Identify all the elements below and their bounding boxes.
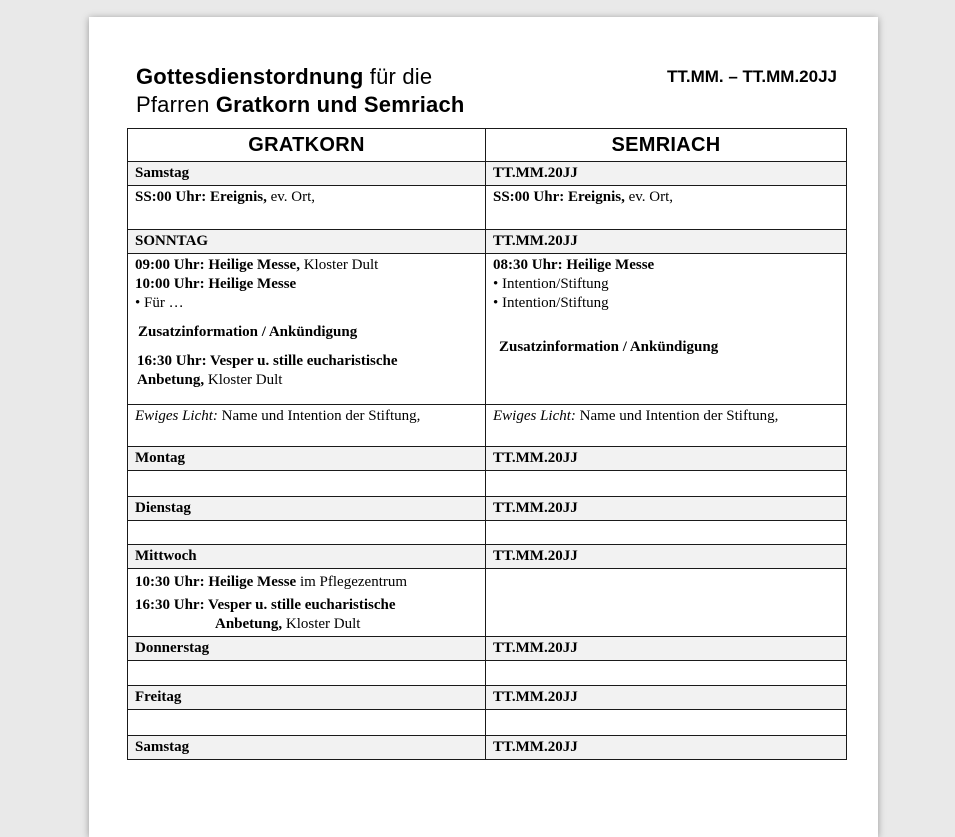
schedule-line <box>135 449 478 468</box>
schedule-line <box>493 338 839 357</box>
schedule-table-body <box>128 162 847 760</box>
table-row-empty <box>128 521 847 545</box>
schedule-line <box>135 352 478 371</box>
schedule-line <box>493 639 839 658</box>
text-segment: 09:00 Uhr: Heilige Messe, <box>135 257 300 273</box>
table-row-content <box>128 254 847 405</box>
schedule-cell <box>128 497 486 521</box>
text-segment: Ewiges Licht: <box>135 408 218 424</box>
table-row-content <box>128 405 847 447</box>
schedule-line <box>135 639 478 658</box>
text-segment: SONNTAG <box>135 233 209 249</box>
schedule-cell <box>486 710 847 736</box>
text-segment: Freitag <box>135 689 182 705</box>
schedule-table <box>127 128 847 760</box>
schedule-line <box>493 449 839 468</box>
table-row-day <box>128 736 847 760</box>
schedule-cell <box>128 686 486 710</box>
text-segment: im Pflegezentrum <box>296 574 408 590</box>
schedule-cell <box>128 661 486 686</box>
schedule-line <box>493 188 839 207</box>
schedule-cell <box>486 405 847 447</box>
schedule-line <box>135 164 478 183</box>
date-range: TT.MM. – TT.MM.20JJ <box>666 67 837 86</box>
schedule-line <box>135 499 478 518</box>
schedule-line <box>135 294 478 313</box>
schedule-cell <box>486 162 847 186</box>
text-segment: ev. Ort, <box>624 189 674 205</box>
text-segment: TT.MM.20JJ <box>493 548 578 564</box>
text-segment: Anbetung, <box>215 616 283 632</box>
schedule-line <box>135 232 478 251</box>
schedule-cell <box>128 471 486 497</box>
text-segment: SS:00 Uhr: Ereignis, <box>135 189 267 205</box>
text-segment: Zusatzinformation / Ankündigung <box>499 339 719 355</box>
text-segment: Dienstag <box>135 500 191 516</box>
text-segment: 16:30 Uhr: Vesper u. stille eucharistische <box>137 353 398 369</box>
table-row-content <box>128 569 847 637</box>
column-header-gratkorn: GRATKORN <box>128 129 486 162</box>
schedule-line <box>135 547 478 566</box>
schedule-cell <box>128 162 486 186</box>
document-header <box>136 63 837 119</box>
schedule-line <box>135 188 478 207</box>
schedule-line <box>135 323 478 342</box>
schedule-line <box>135 275 478 294</box>
table-row-day <box>128 686 847 710</box>
text-segment: • Intention/Stiftung <box>493 295 609 311</box>
schedule-line <box>135 738 478 757</box>
schedule-line <box>493 547 839 566</box>
table-row-day <box>128 230 847 254</box>
schedule-line <box>493 256 839 275</box>
text-segment: Montag <box>135 450 185 466</box>
table-row-empty <box>128 661 847 686</box>
schedule-line <box>493 499 839 518</box>
text-segment: 10:30 Uhr: Heilige Messe <box>135 574 297 590</box>
schedule-cell <box>486 497 847 521</box>
schedule-line <box>135 256 478 275</box>
text-segment: Samstag <box>135 739 190 755</box>
schedule-cell <box>486 637 847 661</box>
schedule-cell <box>486 471 847 497</box>
schedule-cell <box>486 686 847 710</box>
text-segment: Name und Intention der Stiftung, <box>217 408 421 424</box>
text-segment: Kloster Dult <box>204 372 283 388</box>
schedule-line <box>135 371 478 390</box>
schedule-cell <box>128 405 486 447</box>
schedule-cell <box>128 447 486 471</box>
schedule-line <box>493 275 839 294</box>
text-segment: ev. Ort, <box>266 189 316 205</box>
title-sub-regular: Pfarren <box>136 92 216 117</box>
schedule-line <box>135 407 478 426</box>
schedule-cell <box>486 661 847 686</box>
text-segment: TT.MM.20JJ <box>493 640 578 656</box>
text-segment: Mittwoch <box>135 548 197 564</box>
schedule-cell <box>128 710 486 736</box>
schedule-cell <box>128 569 486 637</box>
schedule-cell <box>486 447 847 471</box>
text-segment: TT.MM.20JJ <box>493 739 578 755</box>
text-segment: Donnerstag <box>135 640 210 656</box>
text-segment: SS:00 Uhr: Ereignis, <box>493 189 625 205</box>
text-segment: TT.MM.20JJ <box>493 500 578 516</box>
text-segment: Anbetung, <box>137 372 205 388</box>
title-main-bold: Gottesdienstordnung <box>136 64 364 89</box>
schedule-cell <box>486 254 847 405</box>
text-segment: TT.MM.20JJ <box>493 450 578 466</box>
text-segment: Kloster Dult <box>282 616 361 632</box>
text-segment: 10:00 Uhr: Heilige Messe <box>135 276 297 292</box>
document-page <box>89 17 878 837</box>
schedule-cell <box>128 736 486 760</box>
schedule-line <box>493 738 839 757</box>
schedule-line <box>493 688 839 707</box>
text-segment: TT.MM.20JJ <box>493 165 578 181</box>
text-segment: 16:30 Uhr: Vesper u. stille eucharistische <box>135 597 396 613</box>
title-main-regular: für die <box>363 64 433 89</box>
text-segment: Name und Intention der Stiftung, <box>575 408 779 424</box>
table-row-day <box>128 447 847 471</box>
text-segment: Zusatzinformation / Ankündigung <box>138 324 358 340</box>
table-row-day <box>128 545 847 569</box>
schedule-line <box>135 573 478 592</box>
schedule-cell <box>486 186 847 230</box>
schedule-cell <box>486 736 847 760</box>
schedule-cell <box>486 521 847 545</box>
text-segment: Kloster Dult <box>299 257 379 273</box>
schedule-cell <box>128 230 486 254</box>
schedule-line <box>135 596 478 615</box>
text-segment: Samstag <box>135 165 190 181</box>
schedule-cell <box>128 637 486 661</box>
table-row-empty <box>128 710 847 736</box>
schedule-cell <box>486 230 847 254</box>
schedule-cell <box>128 254 486 405</box>
table-row-day <box>128 637 847 661</box>
text-segment: • Intention/Stiftung <box>493 276 609 292</box>
schedule-cell <box>128 521 486 545</box>
schedule-line <box>493 164 839 183</box>
title-sub-bold: Gratkorn und Semriach <box>215 92 465 117</box>
schedule-cell <box>486 545 847 569</box>
table-row-day <box>128 162 847 186</box>
schedule-line <box>493 407 839 426</box>
schedule-cell <box>128 186 486 230</box>
schedule-line <box>493 294 839 313</box>
schedule-line <box>135 688 478 707</box>
column-header-semriach: SEMRIACH <box>486 129 847 162</box>
schedule-line <box>493 232 839 251</box>
table-row-content <box>128 186 847 230</box>
table-row-day <box>128 497 847 521</box>
text-segment: 08:30 Uhr: Heilige Messe <box>493 257 655 273</box>
schedule-cell <box>486 569 847 637</box>
schedule-line <box>135 615 478 634</box>
table-header-row <box>128 129 847 162</box>
text-segment: TT.MM.20JJ <box>493 689 578 705</box>
text-segment: Ewiges Licht: <box>493 408 576 424</box>
text-segment: TT.MM.20JJ <box>493 233 578 249</box>
table-row-empty <box>128 471 847 497</box>
schedule-cell <box>128 545 486 569</box>
text-segment: • Für … <box>135 295 184 311</box>
